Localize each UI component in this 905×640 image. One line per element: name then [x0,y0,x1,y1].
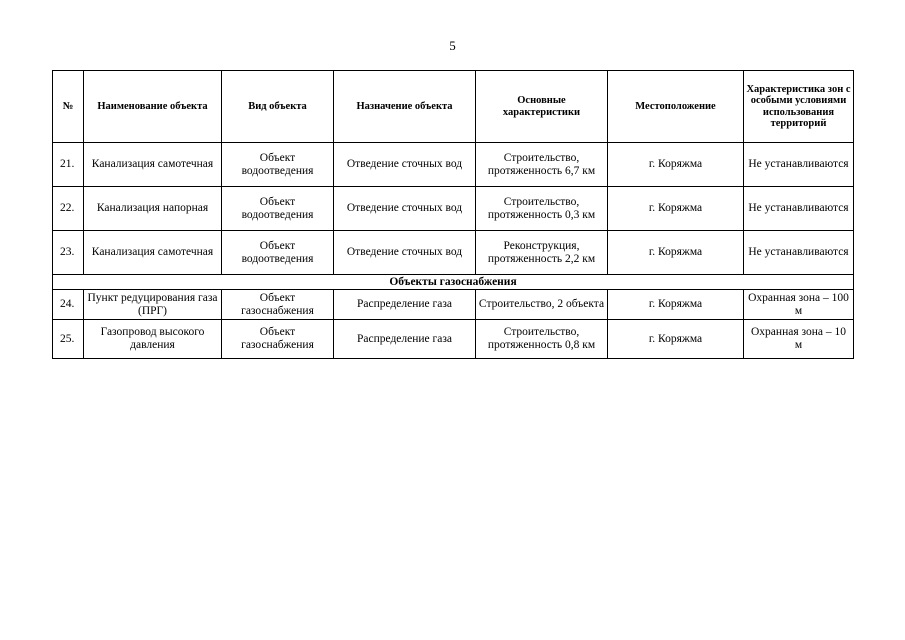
object-name: Канализация напорная [84,187,222,231]
object-name: Газопровод высокого давления [84,320,222,359]
object-name: Пункт редуцирования газа (ПРГ) [84,290,222,320]
object-characteristics: Реконструкция, протяженность 2,2 км [476,231,608,275]
object-characteristics: Строительство, 2 объекта [476,290,608,320]
page-number: 5 [449,38,456,53]
object-zones: Охранная зона – 10 м [744,320,854,359]
header-number: № [53,71,84,143]
row-number: 25. [53,320,84,359]
table-row [53,231,854,275]
object-characteristics: Строительство, протяженность 0,3 км [476,187,608,231]
row-number: 23. [53,231,84,275]
object-type: Объект газоснабжения [222,320,334,359]
section-heading-row [53,275,854,290]
object-purpose: Отведение сточных вод [334,231,476,275]
objects-table [52,70,854,359]
header-main-characteristics: Основные характеристики [476,71,608,143]
object-purpose: Распределение газа [334,320,476,359]
object-purpose: Распределение газа [334,290,476,320]
header-object-purpose: Назначение объекта [334,71,476,143]
object-type: Объект водоотведения [222,187,334,231]
object-zones: Не устанавливаются [744,187,854,231]
object-location: г. Коряжма [608,231,744,275]
header-object-name: Наименование объекта [84,71,222,143]
header-object-type: Вид объекта [222,71,334,143]
row-number: 21. [53,143,84,187]
object-purpose: Отведение сточных вод [334,143,476,187]
object-characteristics: Строительство, протяженность 0,8 км [476,320,608,359]
object-zones: Не устанавливаются [744,231,854,275]
table-row [53,320,854,359]
object-zones: Не устанавливаются [744,143,854,187]
table-row [53,290,854,320]
section-title: Объекты газоснабжения [53,275,854,290]
object-location: г. Коряжма [608,143,744,187]
header-special-zones: Характеристика зон с особыми условиями использования территорий [744,71,854,143]
header-location: Местоположение [608,71,744,143]
object-location: г. Коряжма [608,320,744,359]
object-zones: Охранная зона – 100 м [744,290,854,320]
table-row [53,143,854,187]
table-row [53,187,854,231]
row-number: 22. [53,187,84,231]
object-type: Объект газоснабжения [222,290,334,320]
table-header-row [53,71,854,143]
object-type: Объект водоотведения [222,231,334,275]
object-type: Объект водоотведения [222,143,334,187]
object-purpose: Отведение сточных вод [334,187,476,231]
object-location: г. Коряжма [608,290,744,320]
object-name: Канализация самотечная [84,143,222,187]
object-name: Канализация самотечная [84,231,222,275]
object-location: г. Коряжма [608,187,744,231]
row-number: 24. [53,290,84,320]
object-characteristics: Строительство, протяженность 6,7 км [476,143,608,187]
